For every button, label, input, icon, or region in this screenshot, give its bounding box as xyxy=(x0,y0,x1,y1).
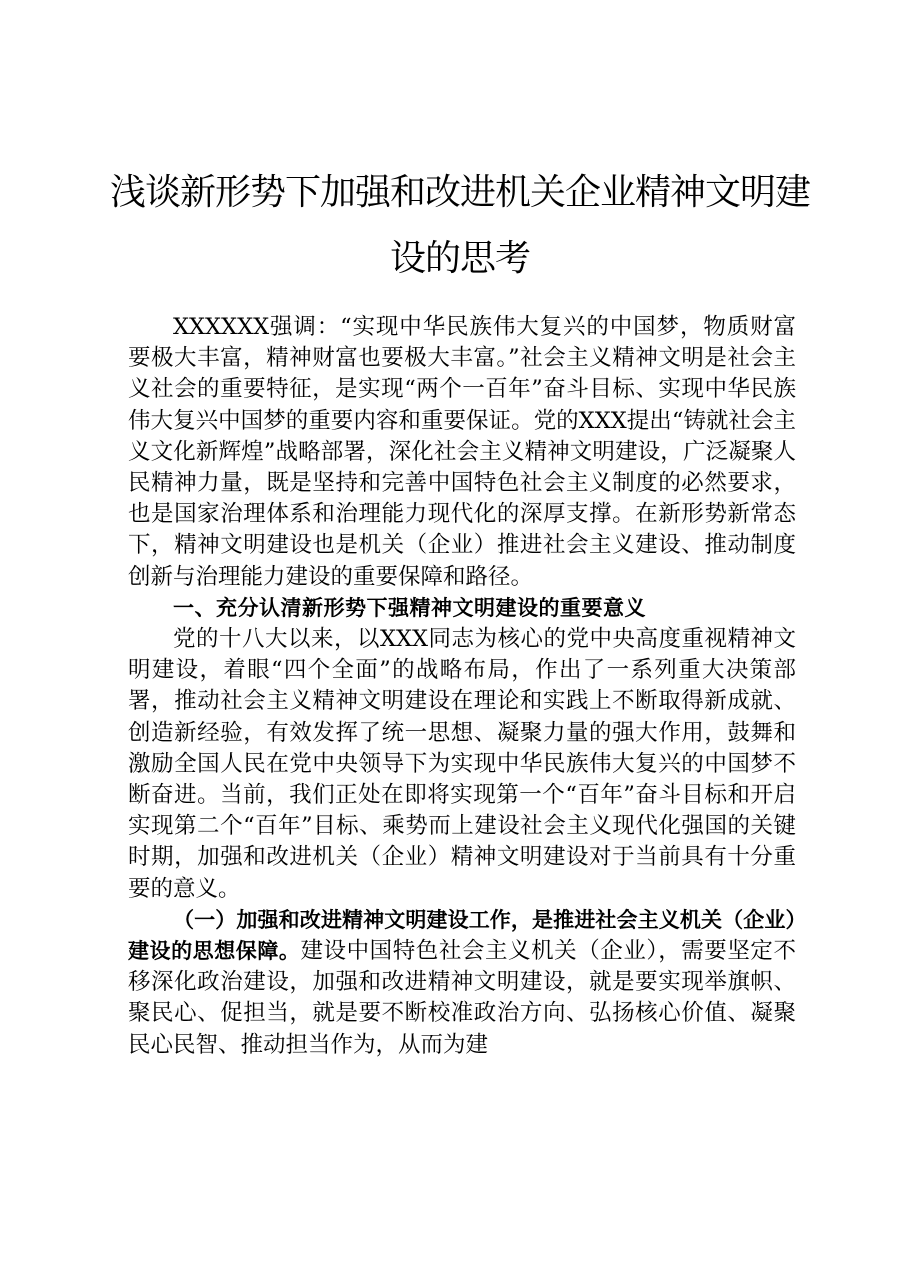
subsection-1-paragraph xyxy=(128,905,796,1061)
section-1-paragraph: 党的十八大以来，以XXX同志为核心的党中央高度重视精神文明建设，着眼“四个全面”的战略布局，作出了一系列重大决策部署，推动社会主义精神文明建设在理论和实践上不断取得新成就、创造新经验，有效发挥了统一思想、凝聚力量的强大作用，鼓舞和激励全国人民在党中央领导下为实现中华民族伟大复兴的中国梦不断奋进。当前，我们正处在即将实现第一个“百年”奋斗目标和开启实现第二个“百年”目标、乘势而上建设社会主义现代化强国的关键时期，加强和改进机关（企业）精神文明建设对于当前具有十分重要的意义。 xyxy=(128,626,796,902)
subsection-1-text: 建设中国特色社会主义机关（企业），需要坚定不移深化政治建设，加强和改进精神文明建设，就是要实现举旗帜、聚民心、促担当，就是要不断校准政治方向、弘扬核心价值、凝聚民心民智、推动担当作为，从而为建 xyxy=(128,938,796,1058)
intro-paragraph: XXXXXX强调：“实现中华民族伟大复兴的中国梦，物质财富要极大丰富，精神财富也要极大丰富。”社会主义精神文明是社会主义社会的重要特征，是实现“两个一百年”奋斗目标、实现中华民族伟大复兴中国梦的重要内容和重要保证。党的XXX提出“铸就社会主义文化新辉煌”战略部署，深化社会主义精神文明建设，广泛凝聚人民精神力量，既是坚持和完善中国特色社会主义制度的必然要求，也是国家治理体系和治理能力现代化的深厚支撑。在新形势新常态下，精神文明建设也是机关（企业）推进社会主义建设、推动制度创新与治理能力建设的重要保障和路径。 xyxy=(128,314,796,590)
title-line-2: 设的思考 xyxy=(389,238,530,279)
title-line-1: 浅谈新形势下加强和改进机关企业精神文明建 xyxy=(110,172,811,213)
section-heading-1: 一、充分认清新形势下强精神文明建设的重要意义 xyxy=(173,595,646,620)
document-title xyxy=(110,160,810,292)
document-body xyxy=(128,312,796,1061)
subsection-1-lead: （一）加强和改进精神文明建设工作，是推进社会主义机关（企业）建设的思想保障。 xyxy=(128,907,796,964)
